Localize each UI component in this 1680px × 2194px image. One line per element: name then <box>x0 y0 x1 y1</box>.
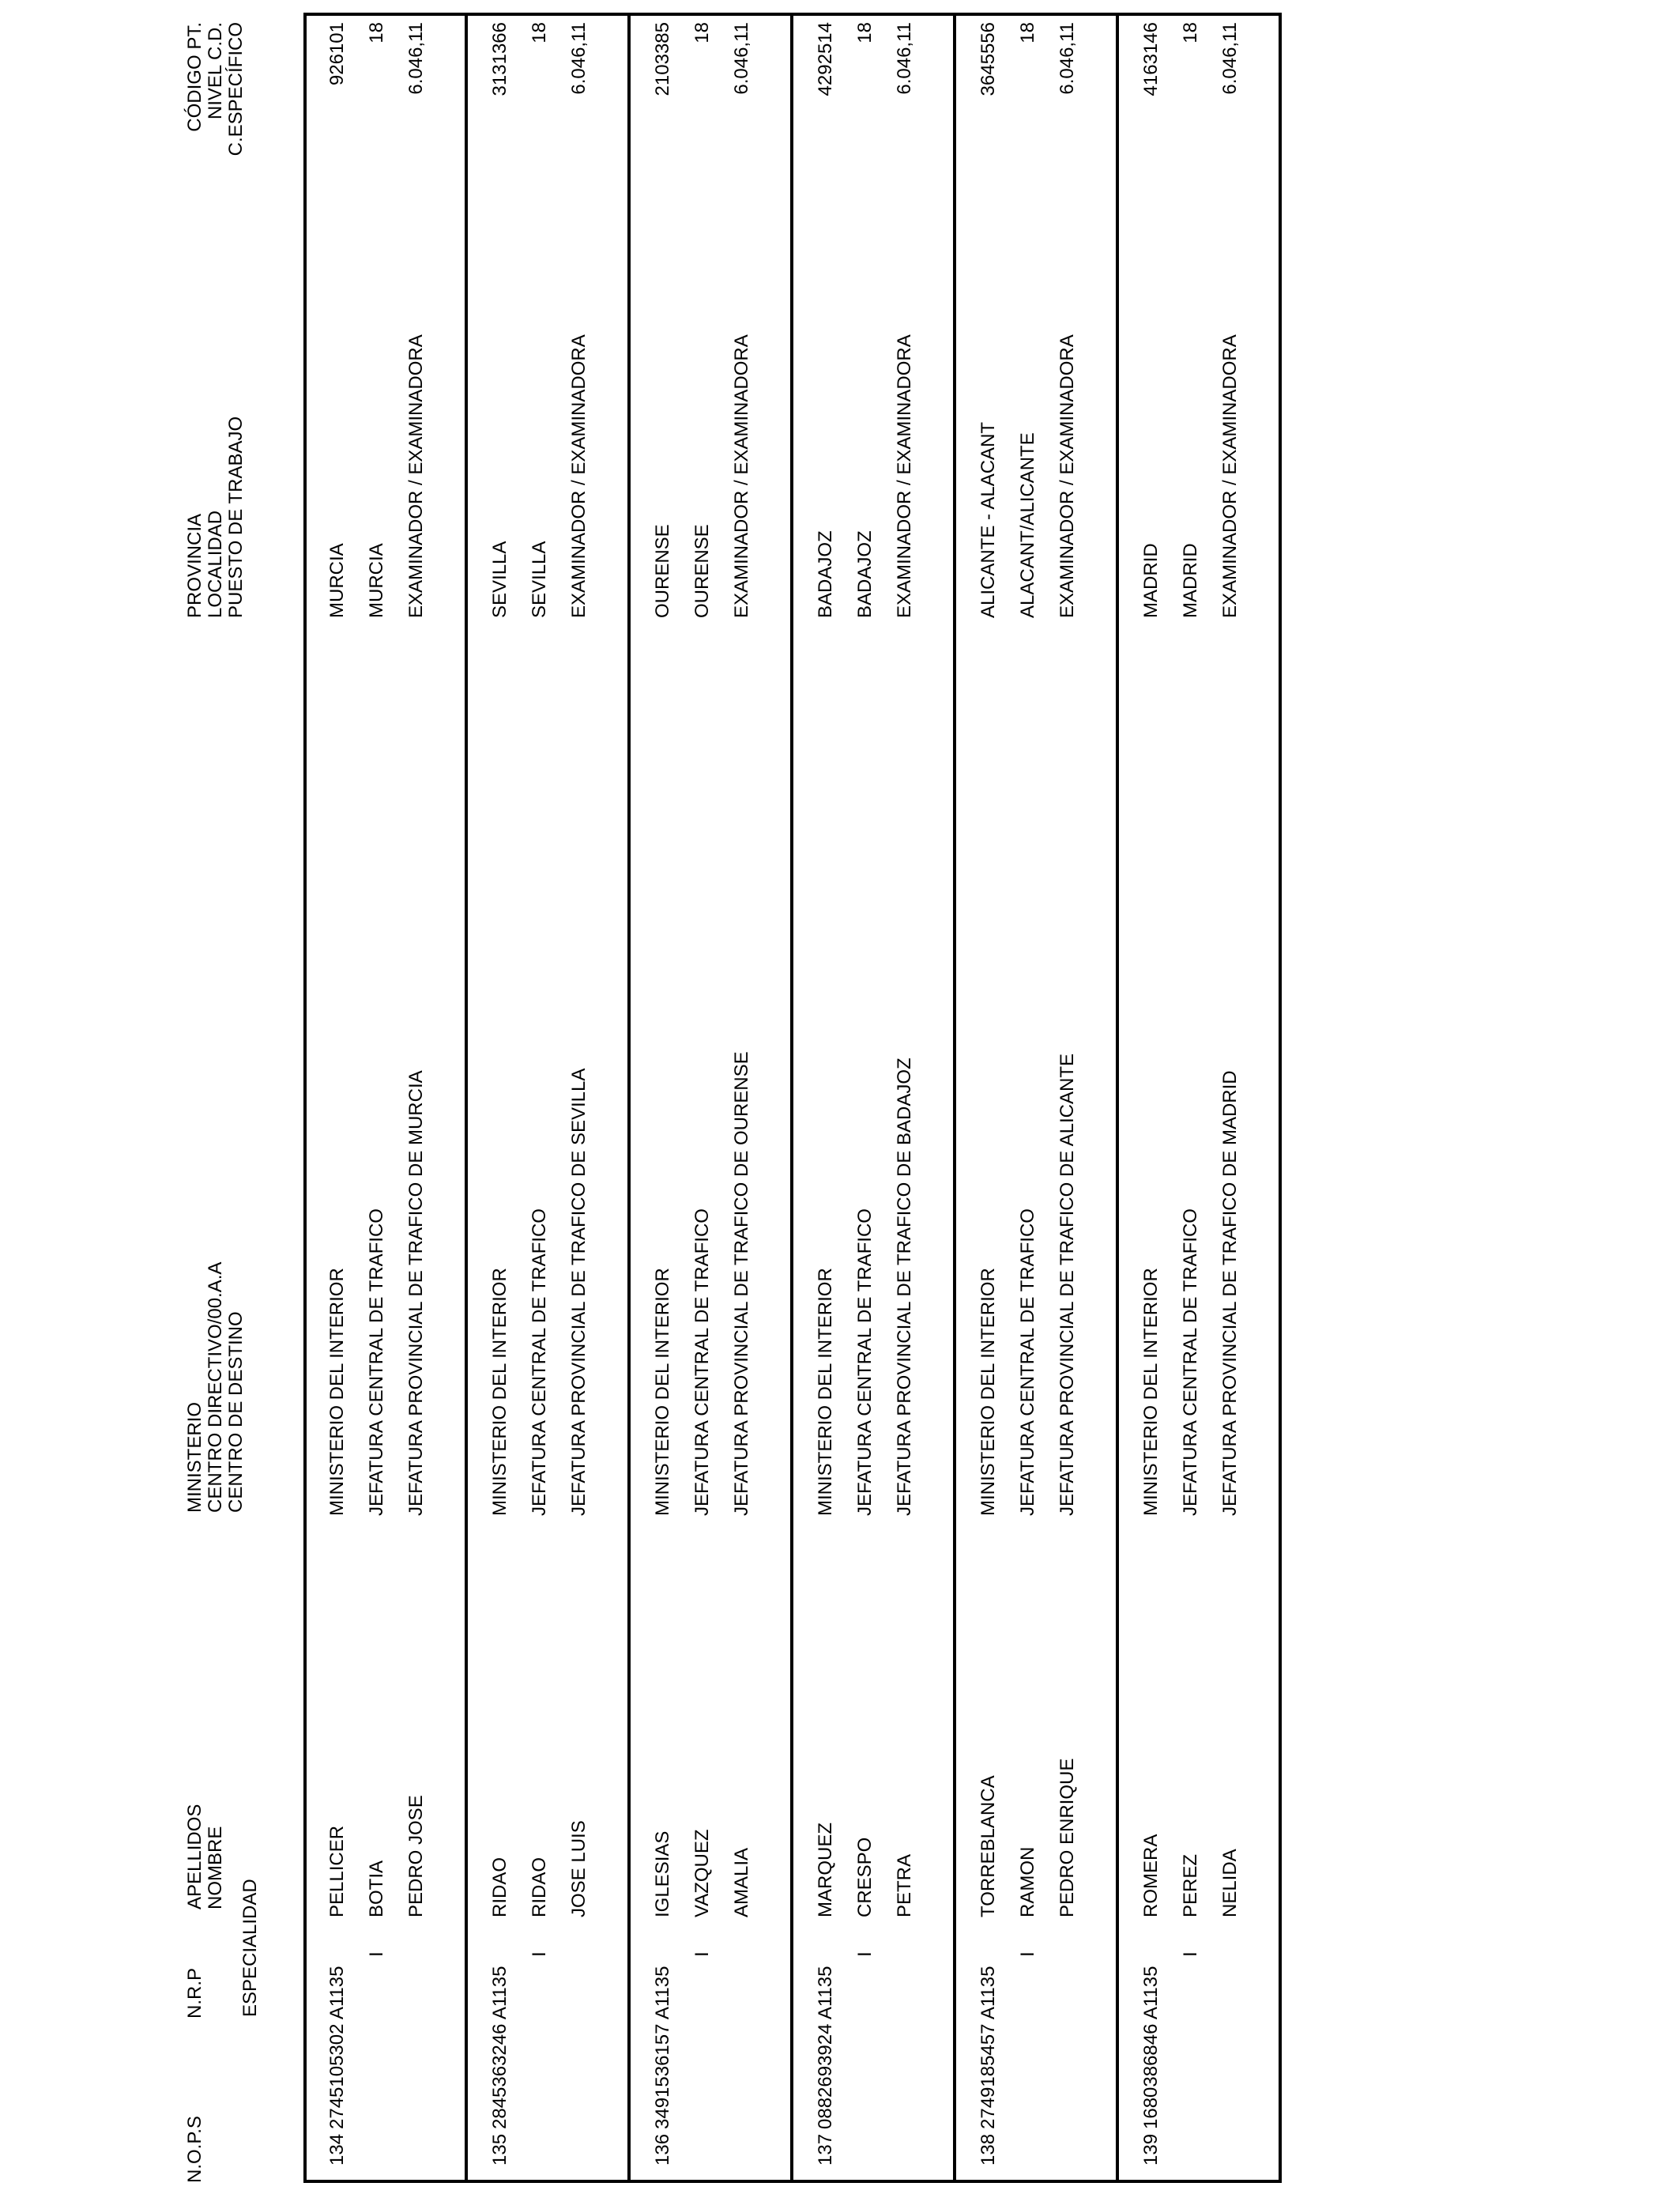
row-nivel: 18 <box>529 22 550 43</box>
row-provincia: MURCIA <box>326 543 348 618</box>
row-nombre: PETRA <box>894 1853 915 1917</box>
row-codigo: 2103385 <box>652 22 673 96</box>
row-separator <box>627 16 631 2180</box>
row-codigo: 3645556 <box>977 22 999 96</box>
row-especialidad: I <box>366 1951 387 1957</box>
row-codigo: 3131366 <box>489 22 510 96</box>
row-especialidad: I <box>1017 1951 1038 1957</box>
row-nombre: NELIDA <box>1219 1849 1241 1917</box>
header-apellidos: APELLIDOS <box>184 1804 205 1909</box>
row-separator <box>465 16 468 2180</box>
row-nivel: 18 <box>691 22 713 43</box>
row-provincia: ALICANTE - ALACANT <box>977 421 999 618</box>
row-especifico: 6.046,11 <box>731 22 752 95</box>
row-nrp: 3491536157 A1135 <box>652 1966 673 2129</box>
row-puesto: EXAMINADOR / EXAMINADORA <box>1219 334 1241 618</box>
row-especifico: 6.046,11 <box>1219 22 1241 95</box>
row-nops: 134 <box>326 2133 348 2166</box>
row-apellido1: PELLICER <box>326 1825 348 1917</box>
row-nrp: 2749185457 A1135 <box>977 1966 999 2129</box>
row-provincia: OURENSE <box>652 524 673 618</box>
row-puesto: EXAMINADOR / EXAMINADORA <box>1057 334 1078 618</box>
row-nombre: JOSE LUIS <box>568 1820 590 1917</box>
header-provincia: PROVINCIA <box>184 513 205 618</box>
row-localidad: BADAJOZ <box>854 530 876 618</box>
row-puesto: EXAMINADOR / EXAMINADORA <box>894 334 915 618</box>
row-codigo: 4163146 <box>1140 22 1162 96</box>
row-centro-destino: JEFATURA PROVINCIAL DE TRAFICO DE BADAJOZ <box>894 1057 915 1516</box>
row-nrp: 2745105302 A1135 <box>326 1966 348 2129</box>
row-apellido2: BOTIA <box>366 1860 387 1917</box>
row-provincia: SEVILLA <box>489 541 510 618</box>
row-puesto: EXAMINADOR / EXAMINADORA <box>568 334 590 618</box>
row-especialidad: I <box>854 1951 876 1957</box>
row-ministerio: MINISTERIO DEL INTERIOR <box>652 1268 673 1516</box>
row-nivel: 18 <box>854 22 876 43</box>
row-nops: 135 <box>489 2133 510 2166</box>
row-especifico: 6.046,11 <box>568 22 590 95</box>
row-centro-destino: JEFATURA PROVINCIAL DE TRAFICO DE OURENSE <box>731 1051 752 1516</box>
row-apellido2: VAZQUEZ <box>691 1829 713 1917</box>
row-centro-directivo: JEFATURA CENTRAL DE TRAFICO <box>691 1208 713 1516</box>
header-nrp: N.R.P <box>184 1967 205 2019</box>
row-apellido1: IGLESIAS <box>652 1830 673 1917</box>
row-puesto: EXAMINADOR / EXAMINADORA <box>405 334 427 618</box>
row-provincia: MADRID <box>1140 543 1162 618</box>
row-nops: 139 <box>1140 2133 1162 2166</box>
row-nivel: 18 <box>366 22 387 43</box>
row-provincia: BADAJOZ <box>815 530 836 618</box>
row-nrp: 2845363246 A1135 <box>489 1966 510 2129</box>
row-apellido1: MARQUEZ <box>815 1823 836 1917</box>
row-apellido1: TORREBLANCA <box>977 1775 999 1917</box>
row-centro-directivo: JEFATURA CENTRAL DE TRAFICO <box>1180 1208 1201 1516</box>
row-especifico: 6.046,11 <box>1057 22 1078 95</box>
row-nombre: PEDRO JOSE <box>405 1795 427 1917</box>
row-ministerio: MINISTERIO DEL INTERIOR <box>977 1268 999 1516</box>
row-separator <box>790 16 793 2180</box>
row-apellido1: ROMERA <box>1140 1834 1162 1917</box>
header-especifico: C.ESPECÍFICO <box>225 22 247 156</box>
row-nops: 137 <box>815 2133 836 2166</box>
row-apellido2: RAMON <box>1017 1846 1038 1917</box>
header-puesto: PUESTO DE TRABAJO <box>225 416 247 618</box>
row-centro-destino: JEFATURA PROVINCIAL DE TRAFICO DE SEVILLA <box>568 1068 590 1516</box>
row-apellido2: RIDAO <box>529 1857 550 1917</box>
header-especialidad: ESPECIALIDAD <box>239 1879 261 2017</box>
row-centro-directivo: JEFATURA CENTRAL DE TRAFICO <box>1017 1208 1038 1516</box>
header-nivel: NIVEL C.D. <box>205 22 226 120</box>
row-centro-destino: JEFATURA PROVINCIAL DE TRAFICO DE ALICANTE <box>1057 1053 1078 1516</box>
row-localidad: SEVILLA <box>529 541 550 618</box>
row-nrp: 1680386846 A1135 <box>1140 1966 1162 2129</box>
header-localidad: LOCALIDAD <box>205 510 226 618</box>
row-centro-destino: JEFATURA PROVINCIAL DE TRAFICO DE MURCIA <box>405 1070 427 1516</box>
row-nombre: PEDRO ENRIQUE <box>1057 1758 1078 1917</box>
row-nombre: AMALIA <box>731 1847 752 1917</box>
header-nops: N.O.P.S <box>184 2116 205 2183</box>
row-nrp: 0882693924 A1135 <box>815 1966 836 2129</box>
row-apellido2: PEREZ <box>1180 1853 1201 1917</box>
row-especialidad: I <box>529 1951 550 1957</box>
row-apellido1: RIDAO <box>489 1857 510 1917</box>
row-ministerio: MINISTERIO DEL INTERIOR <box>815 1268 836 1516</box>
header-centro-directivo: CENTRO DIRECTIVO/00.A.A <box>205 1261 226 1513</box>
header-ministerio: MINISTERIO <box>184 1401 205 1513</box>
row-nops: 138 <box>977 2133 999 2166</box>
row-especifico: 6.046,11 <box>405 22 427 95</box>
row-codigo: 926101 <box>326 22 348 86</box>
row-apellido2: CRESPO <box>854 1837 876 1917</box>
row-nivel: 18 <box>1017 22 1038 43</box>
row-centro-directivo: JEFATURA CENTRAL DE TRAFICO <box>366 1208 387 1516</box>
row-especialidad: I <box>691 1951 713 1957</box>
row-separator <box>953 16 956 2180</box>
row-ministerio: MINISTERIO DEL INTERIOR <box>326 1268 348 1516</box>
row-ministerio: MINISTERIO DEL INTERIOR <box>1140 1268 1162 1516</box>
row-separator <box>1116 16 1119 2180</box>
row-ministerio: MINISTERIO DEL INTERIOR <box>489 1268 510 1516</box>
row-localidad: MADRID <box>1180 543 1201 618</box>
header-nombre: NOMBRE <box>205 1826 226 1909</box>
row-localidad: MURCIA <box>366 543 387 618</box>
row-especialidad: I <box>1180 1951 1201 1957</box>
row-centro-destino: JEFATURA PROVINCIAL DE TRAFICO DE MADRID <box>1219 1070 1241 1516</box>
row-localidad: ALACANT/ALICANTE <box>1017 432 1038 618</box>
row-codigo: 4292514 <box>815 22 836 96</box>
row-centro-directivo: JEFATURA CENTRAL DE TRAFICO <box>854 1208 876 1516</box>
header-codigo: CÓDIGO PT. <box>184 22 205 132</box>
row-localidad: OURENSE <box>691 524 713 618</box>
header-centro-destino: CENTRO DE DESTINO <box>225 1311 247 1513</box>
row-especifico: 6.046,11 <box>894 22 915 95</box>
row-centro-directivo: JEFATURA CENTRAL DE TRAFICO <box>529 1208 550 1516</box>
row-puesto: EXAMINADOR / EXAMINADORA <box>731 334 752 618</box>
row-nivel: 18 <box>1180 22 1201 43</box>
row-nops: 136 <box>652 2133 673 2166</box>
